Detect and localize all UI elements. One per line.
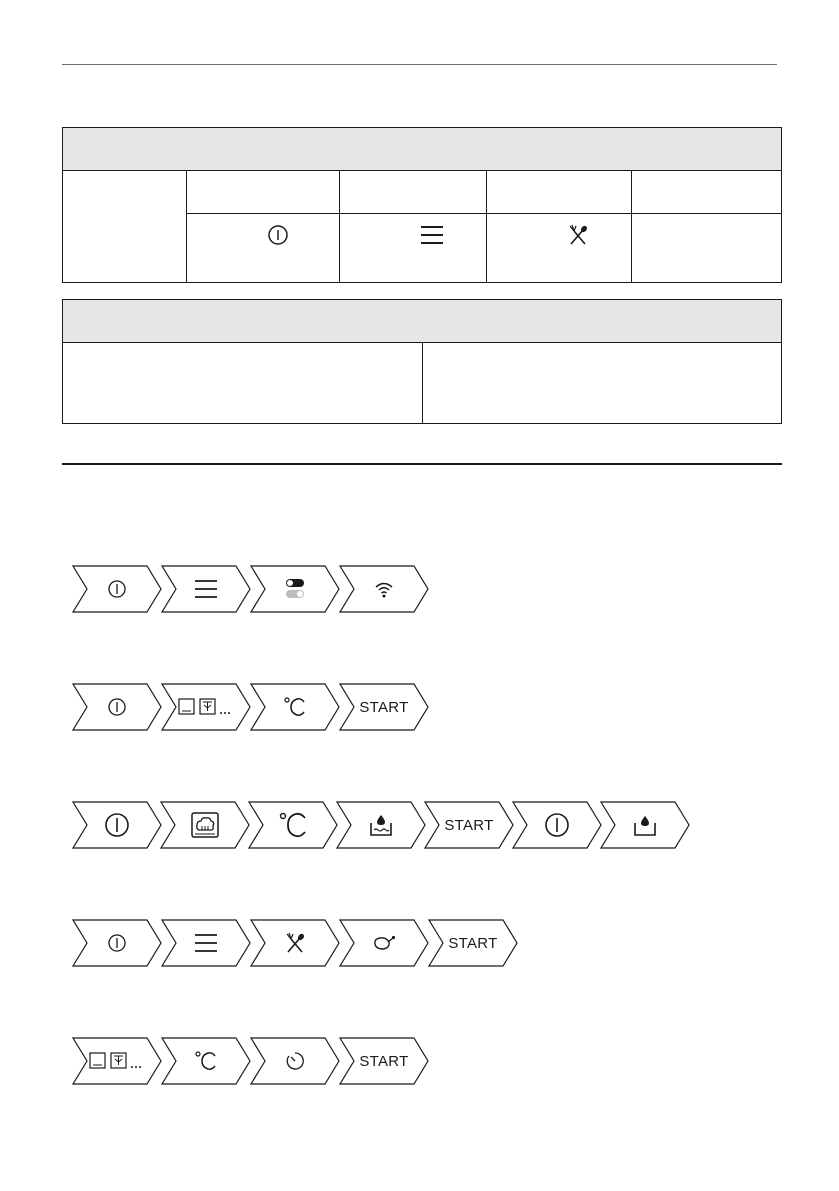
steam-oven-icon bbox=[160, 801, 250, 849]
step-start bbox=[424, 801, 514, 849]
step-wifi bbox=[339, 565, 429, 613]
cutlery-icon bbox=[250, 919, 340, 967]
step-poultry bbox=[339, 919, 429, 967]
oven-functions-icon bbox=[161, 683, 251, 731]
step-oven-functions bbox=[161, 683, 251, 731]
step-steam bbox=[160, 801, 250, 849]
power-icon bbox=[72, 919, 162, 967]
step-toggle bbox=[250, 565, 340, 613]
settings-table-row-divider bbox=[187, 213, 781, 214]
settings-table-col-divider bbox=[486, 171, 487, 282]
step-power bbox=[72, 801, 162, 849]
toggle-icon bbox=[250, 565, 340, 613]
info-table-col-divider bbox=[422, 343, 423, 423]
step-menu bbox=[161, 919, 251, 967]
step-water-fill bbox=[336, 801, 426, 849]
step-cutlery bbox=[250, 919, 340, 967]
water-tank-fill-icon bbox=[336, 801, 426, 849]
settings-table-header bbox=[63, 128, 781, 171]
oven-functions-icon bbox=[72, 1037, 162, 1085]
menu-icon bbox=[161, 919, 251, 967]
step-menu bbox=[161, 565, 251, 613]
settings-table-col-divider bbox=[339, 171, 340, 282]
power-icon bbox=[267, 224, 289, 246]
sequence-5 bbox=[72, 1037, 442, 1085]
settings-table-body bbox=[63, 171, 781, 282]
timer-icon bbox=[250, 1037, 340, 1085]
cutlery-icon bbox=[567, 224, 589, 246]
section-rule bbox=[62, 463, 782, 465]
poultry-icon bbox=[339, 919, 429, 967]
menu-icon bbox=[421, 224, 443, 246]
power-icon bbox=[72, 801, 162, 849]
settings-table-label-cell bbox=[63, 171, 187, 282]
step-power bbox=[72, 565, 162, 613]
sequence-4 bbox=[72, 919, 532, 967]
step-power bbox=[72, 683, 162, 731]
top-rule bbox=[62, 64, 777, 65]
step-timer bbox=[250, 1037, 340, 1085]
info-table-body bbox=[63, 343, 781, 423]
power-icon bbox=[72, 683, 162, 731]
power-icon bbox=[72, 565, 162, 613]
step-temperature bbox=[248, 801, 338, 849]
step-power bbox=[72, 919, 162, 967]
power-icon bbox=[512, 801, 602, 849]
temperature-icon bbox=[161, 1037, 251, 1085]
start-label: START bbox=[359, 1052, 409, 1070]
water-drop-tank-icon bbox=[600, 801, 690, 849]
sequence-2 bbox=[72, 683, 442, 731]
step-temperature bbox=[161, 1037, 251, 1085]
step-start bbox=[339, 1037, 429, 1085]
step-start bbox=[339, 683, 429, 731]
temperature-icon bbox=[248, 801, 338, 849]
start-label: START bbox=[359, 698, 409, 716]
start-label: START bbox=[448, 934, 498, 952]
temperature-icon bbox=[250, 683, 340, 731]
settings-table bbox=[62, 127, 782, 283]
step-water-drop bbox=[600, 801, 690, 849]
step-start bbox=[428, 919, 518, 967]
sequence-1 bbox=[72, 565, 442, 613]
start-label: START bbox=[444, 816, 494, 834]
sequence-3 bbox=[72, 801, 702, 849]
menu-icon bbox=[161, 565, 251, 613]
info-table-header bbox=[63, 300, 781, 343]
step-oven-functions bbox=[72, 1037, 162, 1085]
step-temperature bbox=[250, 683, 340, 731]
step-power bbox=[512, 801, 602, 849]
settings-table-col-divider bbox=[631, 171, 632, 282]
wifi-icon bbox=[339, 565, 429, 613]
info-table bbox=[62, 299, 782, 424]
